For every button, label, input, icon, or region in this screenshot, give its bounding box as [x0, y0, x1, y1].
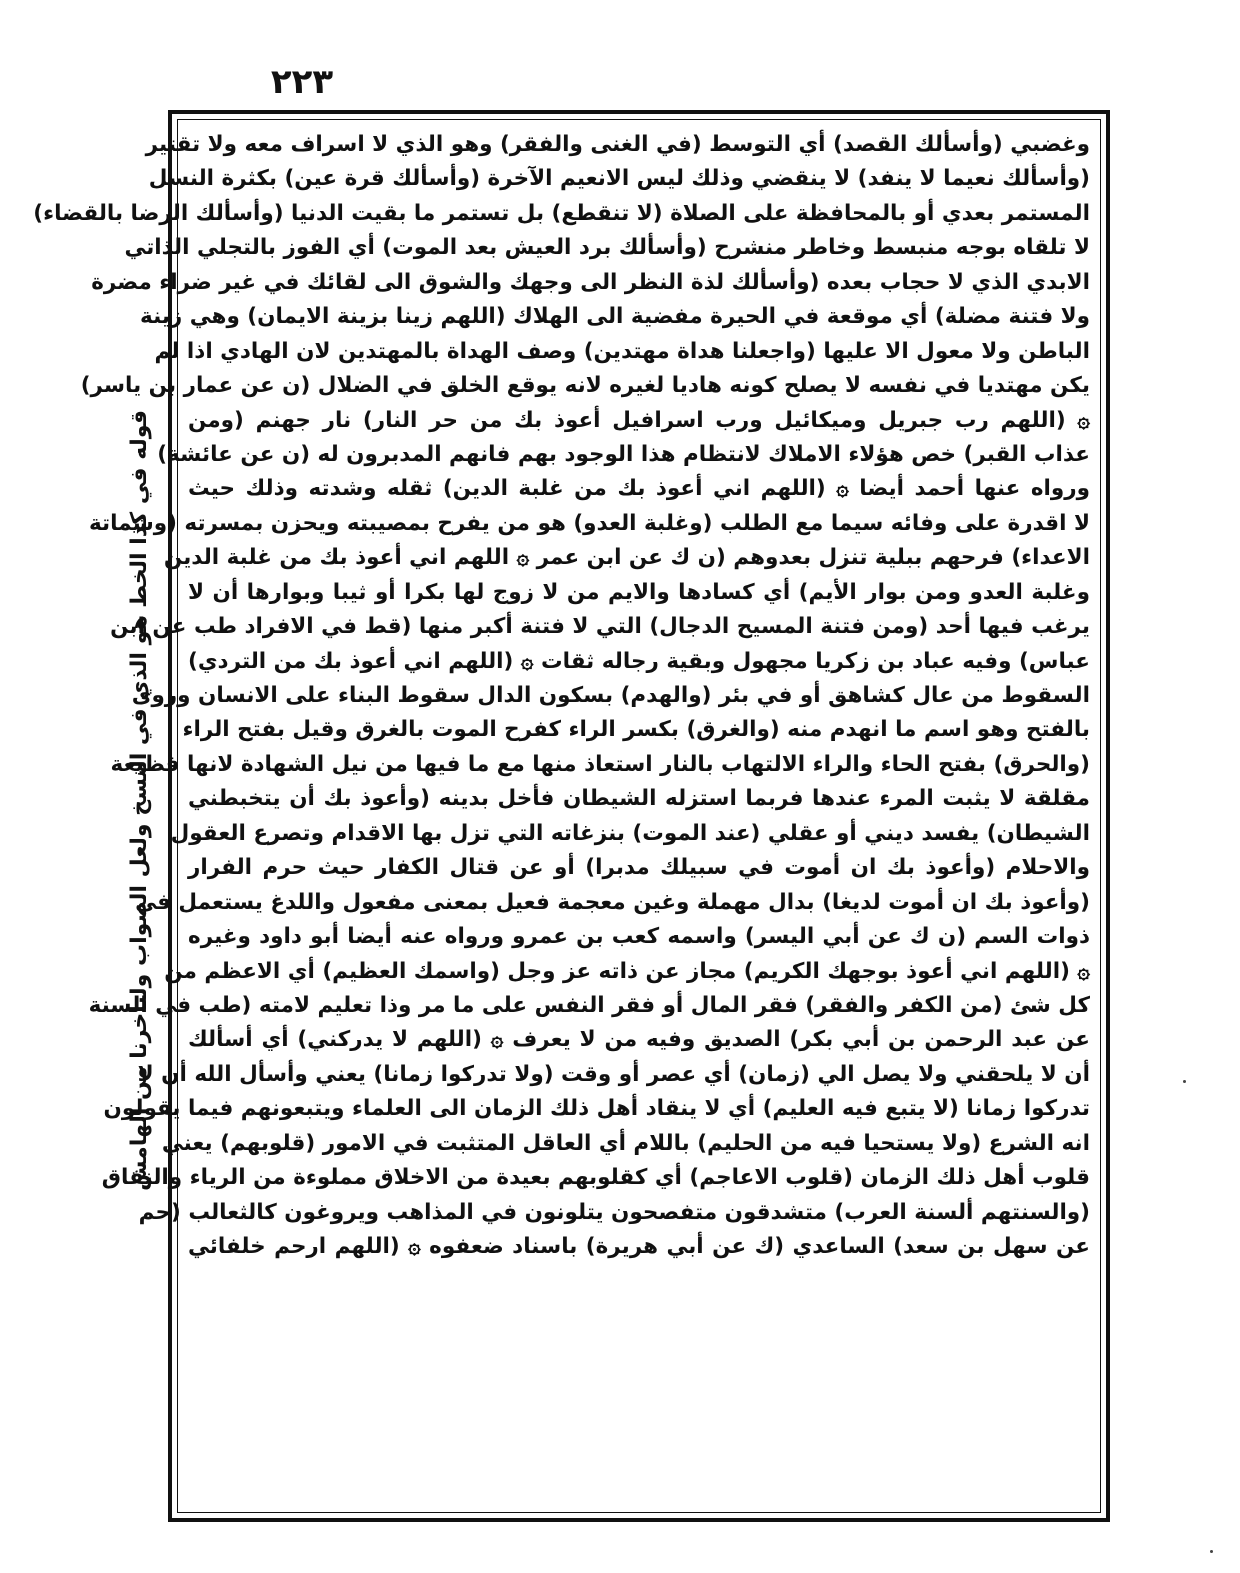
text-line: يكن مهتديا في نفسه لا يصلح كونه هاديا لغيره لانه يوقع الخلق في الضلال (ن عن عمار بن ياسر)	[80, 373, 1090, 399]
text-line: مقلقة لا يثبت المرء عندها فربما استزله الشيطان فأخل بدينه (وأعوذ بك أن يتخبطني	[188, 786, 1090, 812]
text-line: الشيطان) يفسد ديني أو عقلي (عند الموت) بنزغاته التي تزل بها الاقدام وتصرع العقول	[170, 820, 1090, 846]
page-number: ٢٢٣	[270, 62, 334, 102]
text-line: ۞ (اللهم رب جبريل وميكائيل ورب اسرافيل أعوذ بك من حر النار) نار جهنم (ومن	[188, 407, 1090, 433]
text-line: بالفتح وهو اسم ما انهدم منه (والغرق) بكسر الراء كفرح الموت بالغرق وقيل بفتح الراء	[182, 717, 1090, 743]
text-line: ذوات السم (ن ك عن أبي اليسر) واسمه كعب بن عمرو ورواه عنه أيضا أبو داود وغيره	[188, 924, 1090, 950]
text-line: عن عبد الرحمن بن أبي بكر) الصديق وفيه من لا يعرف ۞ (اللهم لا يدركني) أي أسألك	[188, 1027, 1090, 1053]
text-line: المستمر بعدي أو بالمحافظة على الصلاة (لا تنقطع) بل تستمر ما بقيت الدنيا (وأسألك الرضا بالقضاء)	[33, 200, 1090, 226]
text-line: ورواه عنها أحمد أيضا ۞ (اللهم اني أعوذ بك من غلبة الدين) ثقله وشدته وذلك حيث	[188, 476, 1090, 502]
text-line: الابدي الذي لا حجاب بعده (وأسألك لذة النظر الى وجهك والشوق الى لقائك في غير ضراء مضرة	[91, 269, 1090, 295]
text-line: أن لا يلحقني ولا يصل الي (زمان) أي عصر أو وقت (ولا تدركوا زمانا) يعني وأسأل الله أن لا	[137, 1061, 1090, 1087]
text-line: (والسنتهم ألسنة العرب) متشدقون متفصحون يتلونون في المذاهب ويروغون كالثعالب (حم	[138, 1199, 1090, 1225]
text-line: السقوط من عال كشاهق أو في بئر (والهدم) بسكون الدال سقوط البناء على الانسان وروى	[131, 683, 1090, 708]
text-line: تدركوا زمانا (لا يتبع فيه العليم) أي لا ينقاد أهل ذلك الزمان الى العلماء ويتبعونهم فيما يقولون	[103, 1096, 1090, 1122]
text-line: وغضبي (وأسألك القصد) أي التوسط (في الغنى والفقر) وهو الذي لا اسراف معه ولا تقتير	[145, 132, 1090, 157]
text-line: (والحرق) بفتح الحاء والراء الالتهاب بالنار استعاذ منها مع ما فيها من نيل الشهادة لانها فظيعة	[110, 751, 1090, 777]
text-line: ۞ (اللهم اني أعوذ بوجهك الكريم) مجاز عن ذاته عز وجل (واسمك العظيم) أي الاعظم من	[164, 958, 1090, 984]
text-line: والاحلام (وأعوذ بك ان أموت في سبيلك مدبرا) أو عن قتال الكفار حيث حرم الفرار	[188, 855, 1090, 881]
text-line: انه الشرع (ولا يستحيا فيه من الحليم) باللام أي العاقل المتثبت في الامور (قلوبهم) يعني	[161, 1130, 1090, 1156]
margin-note: قوله في كذا الخط هو الذي في النسخ ولعل الصواب ولتاخرنا من الهامش	[127, 410, 152, 1191]
scan-speck	[1183, 1080, 1186, 1083]
text-line: قلوب أهل ذلك الزمان (قلوب الاعاجم) أي كقلوبهم بعيدة من الاخلاق مملوءة من الرياء والنفاق	[101, 1165, 1090, 1191]
text-line: يرغب فيها أحد (ومن فتنة المسيح الدجال) التي لا فتنة أكبر منها (قط في الافراد طب عن ابن	[110, 614, 1090, 640]
text-line: لا اقدرة على وفائه سيما مع الطلب (وغلبة العدو) هو من يفرح بمصيبته ويحزن بمسرته (وشماتة	[89, 510, 1090, 536]
text-line: (وأسألك نعيما لا ينفد) لا ينقضي وذلك ليس الانعيم الآخرة (وأسألك قرة عين) بكثرة النسل	[148, 166, 1090, 192]
text-line: كل شئ (من الكفر والفقر) فقر المال أو فقر النفس على ما مر وذا تعليم لامته (طب في السنة	[88, 992, 1090, 1018]
text-line: وغلبة العدو ومن بوار الأيم) أي كسادها والايم من لا زوج لها بكرا أو ثيبا وبوارها أن لا	[188, 579, 1090, 605]
text-line: (وأعوذ بك ان أموت لديغا) بدال مهملة وغين معجمة فعيل بمعنى مفعول واللدغ يستعمل في	[135, 889, 1090, 915]
text-line: الاعداء) فرحهم ببلية تنزل بعدوهم (ن ك عن ابن عمر ۞ اللهم اني أعوذ بك من غلبة الدين	[163, 545, 1090, 571]
text-line: ولا فتنة مضلة) أي موقعة في الحيرة مفضية الى الهلاك (اللهم زينا بزينة الايمان) وهي زينة	[140, 304, 1090, 330]
text-line: عباس) وفيه عباد بن زكريا مجهول وبقية رجاله ثقات ۞ (اللهم اني أعوذ بك من التردي)	[188, 648, 1090, 674]
text-line: عذاب القبر) خص هؤلاء الاملاك لانتظام هذا الوجود بهم فانهم المدبرون له (ن عن عائشة)	[157, 441, 1090, 467]
text-line: عن سهل بن سعد) الساعدي (ك عن أبي هريرة) باسناد ضعفوه ۞ (اللهم ارحم خلفائي	[188, 1234, 1090, 1259]
text-line: لا تلقاه بوجه منبسط وخاطر منشرح (وأسألك برد العيش بعد الموت) أي الفوز بالتجلي الذاتي	[124, 235, 1090, 261]
text-line: الباطن ولا معول الا عليها (واجعلنا هداة مهتدين) وصف الهداة بالمهتدين لان الهادي اذا لم	[154, 338, 1090, 364]
scan-speck	[1210, 1550, 1213, 1553]
